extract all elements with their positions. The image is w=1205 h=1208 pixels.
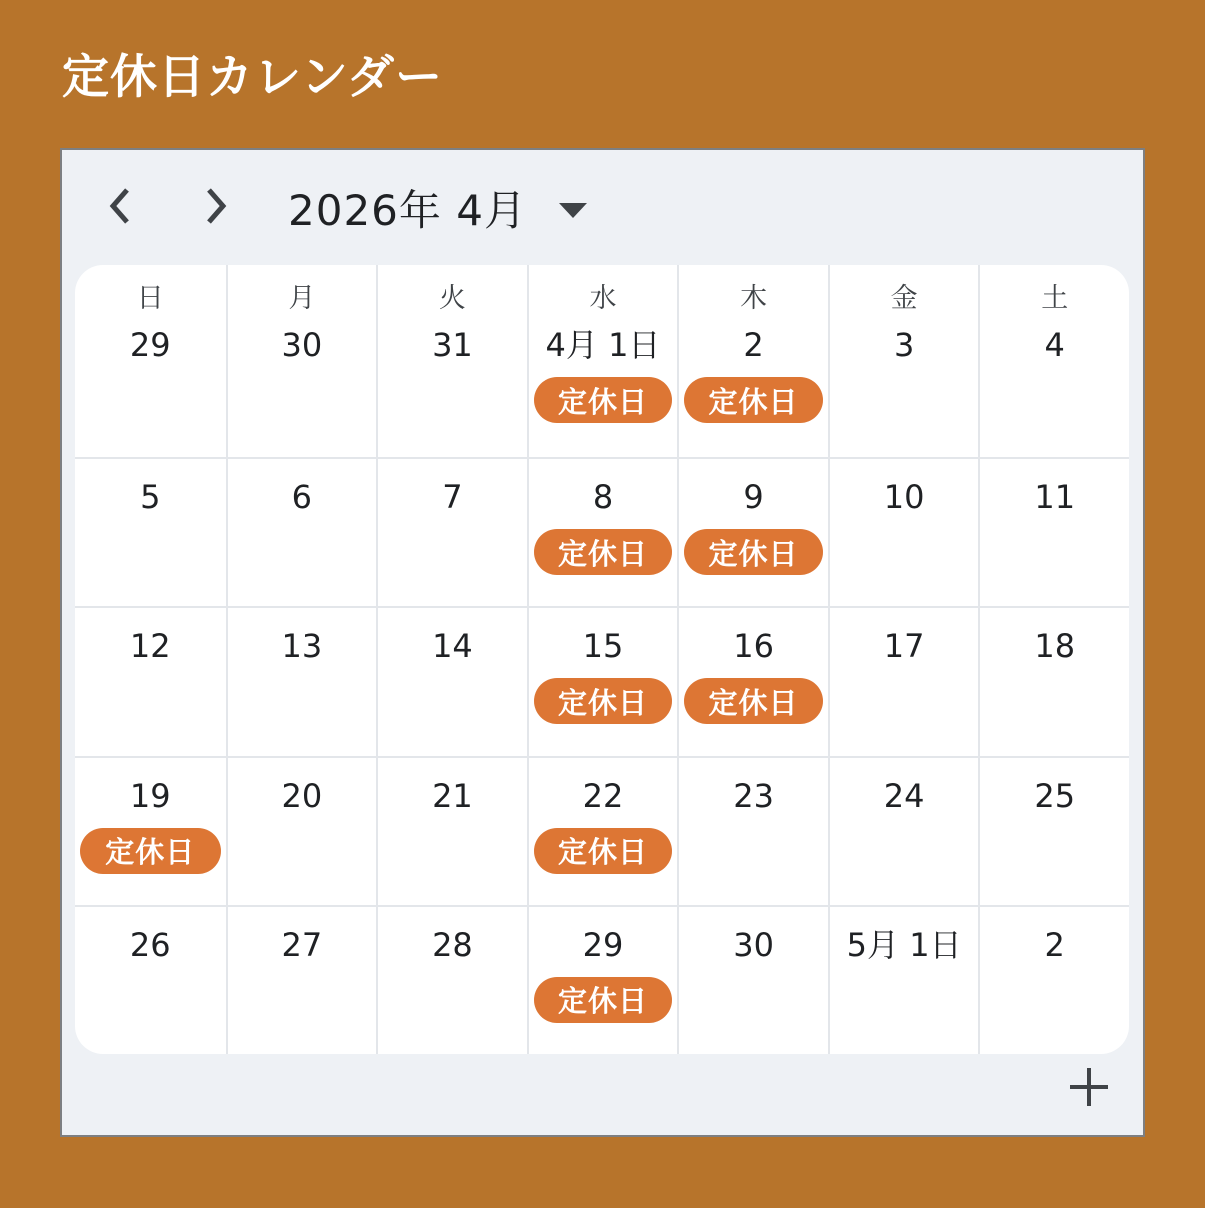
weekday-label: 火 bbox=[438, 283, 466, 314]
day-cell[interactable] bbox=[376, 905, 527, 1054]
day-number: 20 bbox=[281, 776, 323, 815]
weekday-label: 月 bbox=[288, 283, 316, 314]
day-cell[interactable] bbox=[677, 606, 828, 755]
day-number: 29 bbox=[582, 925, 624, 964]
day-cell[interactable] bbox=[978, 457, 1129, 606]
day-number: 27 bbox=[281, 925, 323, 964]
holiday-badge[interactable]: 定休日 bbox=[534, 529, 673, 575]
day-cell[interactable] bbox=[527, 457, 678, 606]
day-number: 22 bbox=[582, 776, 624, 815]
page-title: 定休日カレンダー bbox=[62, 50, 443, 105]
day-number: 16 bbox=[733, 627, 774, 666]
day-number: 13 bbox=[281, 627, 323, 666]
add-event-button[interactable] bbox=[1064, 1064, 1114, 1112]
day-number: 15 bbox=[582, 627, 624, 666]
day-cell[interactable] bbox=[828, 457, 979, 606]
day-cell[interactable] bbox=[677, 457, 828, 606]
day-number: 7 bbox=[442, 478, 463, 516]
day-cell[interactable] bbox=[527, 606, 678, 755]
day-number: 2 bbox=[743, 326, 764, 364]
day-number: 26 bbox=[129, 925, 171, 964]
day-number: 3 bbox=[893, 326, 915, 364]
calendar-grid bbox=[75, 265, 1129, 1054]
day-cell[interactable] bbox=[226, 265, 377, 457]
day-number: 14 bbox=[432, 627, 473, 666]
day-number: 21 bbox=[432, 776, 473, 815]
day-cell[interactable] bbox=[376, 756, 527, 905]
holiday-badge[interactable]: 定休日 bbox=[534, 377, 673, 423]
plus-icon bbox=[1068, 1066, 1110, 1111]
holiday-badge[interactable]: 定休日 bbox=[80, 828, 221, 874]
day-cell[interactable] bbox=[527, 756, 678, 905]
day-number: 23 bbox=[733, 776, 774, 815]
day-cell[interactable] bbox=[527, 265, 678, 457]
day-number: 11 bbox=[1034, 478, 1076, 516]
month-label: 2026年 4月 bbox=[288, 185, 527, 235]
day-cell[interactable] bbox=[226, 756, 377, 905]
day-number: 30 bbox=[281, 326, 323, 364]
day-number: 5 bbox=[140, 478, 161, 516]
next-month-button[interactable] bbox=[192, 183, 240, 231]
day-cell[interactable] bbox=[828, 606, 979, 755]
holiday-badge[interactable]: 定休日 bbox=[534, 678, 673, 724]
day-cell[interactable] bbox=[978, 265, 1129, 457]
day-number: 2 bbox=[1044, 925, 1065, 964]
day-number: 29 bbox=[129, 326, 171, 364]
holiday-badge[interactable]: 定休日 bbox=[534, 977, 673, 1023]
month-selector[interactable] bbox=[288, 150, 587, 265]
day-number: 31 bbox=[432, 326, 473, 364]
day-cell[interactable] bbox=[75, 606, 226, 755]
caret-down-icon bbox=[559, 203, 587, 218]
weekday-label: 木 bbox=[740, 283, 768, 314]
weekday-label: 水 bbox=[589, 283, 617, 314]
day-cell[interactable] bbox=[978, 756, 1129, 905]
day-number: 9 bbox=[743, 478, 764, 516]
prev-month-button[interactable] bbox=[96, 183, 144, 231]
day-number: 8 bbox=[592, 478, 614, 516]
day-cell[interactable] bbox=[75, 905, 226, 1054]
day-number: 24 bbox=[883, 776, 925, 815]
day-cell[interactable] bbox=[677, 756, 828, 905]
day-cell[interactable] bbox=[828, 756, 979, 905]
day-number: 6 bbox=[291, 478, 313, 516]
day-cell[interactable] bbox=[376, 606, 527, 755]
day-number: 4 bbox=[1044, 326, 1065, 364]
day-number: 4月 1日 bbox=[545, 326, 661, 364]
day-cell[interactable] bbox=[226, 457, 377, 606]
holiday-badge[interactable]: 定休日 bbox=[684, 377, 823, 423]
weekday-label: 土 bbox=[1041, 283, 1069, 314]
holiday-badge[interactable]: 定休日 bbox=[534, 828, 673, 874]
chevron-left-icon bbox=[108, 187, 132, 228]
day-cell[interactable] bbox=[978, 905, 1129, 1054]
day-number: 5月 1日 bbox=[846, 925, 962, 964]
day-number: 10 bbox=[883, 478, 925, 516]
weekday-label: 金 bbox=[890, 283, 918, 314]
day-cell[interactable] bbox=[226, 905, 377, 1054]
weekday-label: 日 bbox=[136, 283, 164, 314]
day-cell[interactable] bbox=[677, 905, 828, 1054]
day-cell[interactable] bbox=[75, 265, 226, 457]
day-number: 12 bbox=[129, 627, 171, 666]
holiday-badge[interactable]: 定休日 bbox=[684, 529, 823, 575]
day-cell[interactable] bbox=[376, 265, 527, 457]
day-cell[interactable] bbox=[75, 756, 226, 905]
day-cell[interactable] bbox=[376, 457, 527, 606]
day-cell[interactable] bbox=[226, 606, 377, 755]
day-cell[interactable] bbox=[677, 265, 828, 457]
day-number: 19 bbox=[129, 776, 171, 815]
calendar-nav bbox=[62, 150, 1143, 265]
day-cell[interactable] bbox=[75, 457, 226, 606]
day-number: 17 bbox=[883, 627, 925, 666]
day-number: 18 bbox=[1034, 627, 1076, 666]
day-cell[interactable] bbox=[828, 905, 979, 1054]
chevron-right-icon bbox=[204, 187, 228, 228]
day-number: 25 bbox=[1034, 776, 1076, 815]
calendar-card bbox=[60, 148, 1145, 1137]
day-cell[interactable] bbox=[978, 606, 1129, 755]
holiday-badge[interactable]: 定休日 bbox=[684, 678, 823, 724]
day-number: 28 bbox=[432, 925, 473, 964]
day-number: 30 bbox=[733, 925, 774, 964]
day-cell[interactable] bbox=[527, 905, 678, 1054]
day-cell[interactable] bbox=[828, 265, 979, 457]
